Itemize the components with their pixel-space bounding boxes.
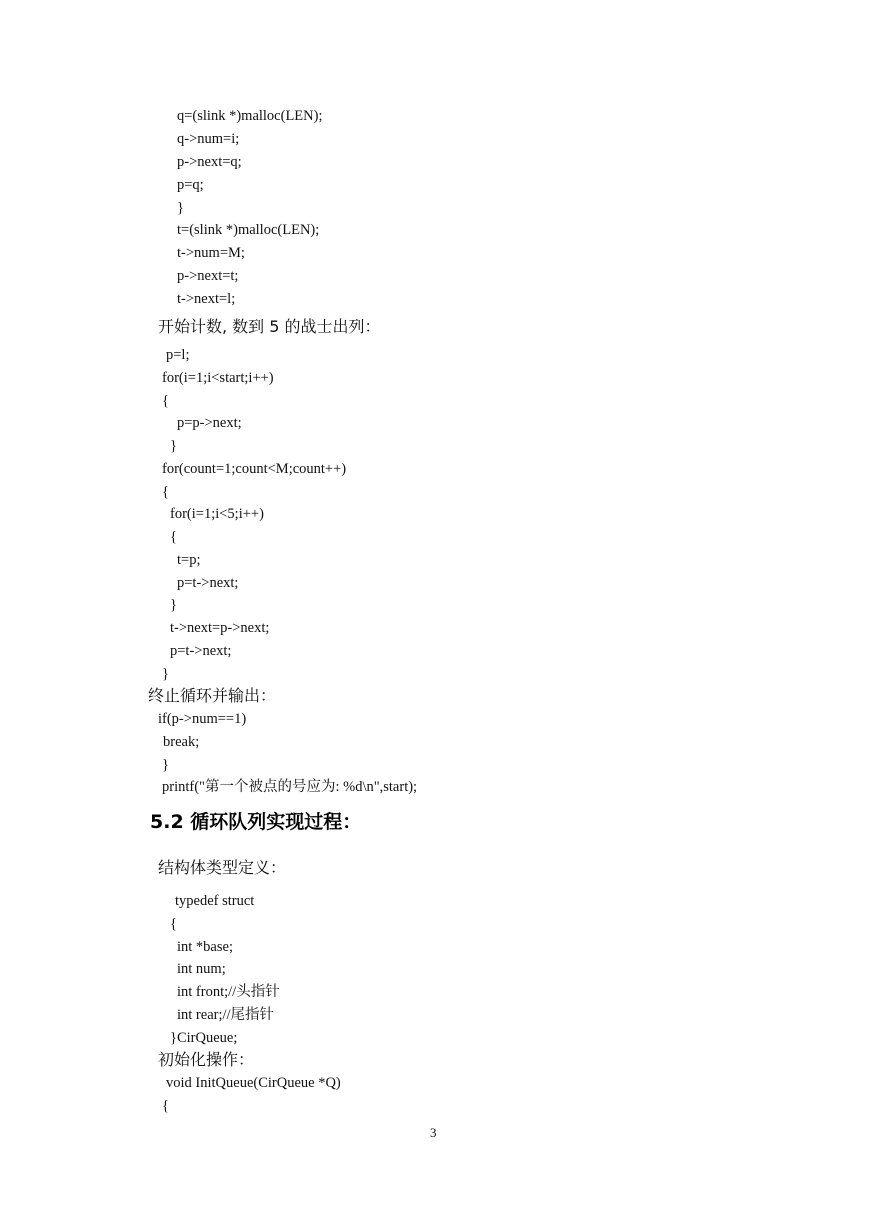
code-line: p=q; (177, 177, 204, 193)
code-line: p->next=q; (177, 154, 242, 170)
code-line: t->next=p->next; (170, 620, 270, 636)
code-line: break; (163, 734, 200, 750)
code-line: } (170, 438, 177, 454)
code-line: p=t->next; (170, 643, 232, 659)
code-line: int num; (177, 961, 226, 977)
code-line: printf("第一个被点的号应为: %d\n",start); (162, 779, 418, 795)
code-line: p=t->next; (177, 575, 239, 591)
code-line: { (170, 916, 177, 932)
page-number: 3 (430, 1125, 437, 1140)
code-line: } (162, 666, 169, 682)
section-label: 开始计数, 数到 5 的战士出列： (158, 317, 381, 336)
code-line: p=p->next; (177, 415, 242, 431)
code-line: p=l; (166, 347, 190, 363)
code-line: { (162, 393, 169, 409)
code-line: t->num=M; (177, 245, 245, 261)
section-heading: 5.2 循环队列实现过程： (150, 811, 362, 833)
code-line: int rear;//尾指针 (177, 1007, 275, 1023)
code-line: int front;//头指针 (177, 984, 280, 1000)
code-line: } (170, 597, 177, 613)
code-line: p->next=t; (177, 268, 239, 284)
code-line: } (162, 757, 169, 773)
code-line: t=(slink *)malloc(LEN); (177, 222, 320, 238)
code-line: if(p->num==1) (158, 711, 247, 727)
section-label: 结构体类型定义： (158, 858, 287, 877)
code-line: for(i=1;i<start;i++) (162, 370, 274, 386)
code-line: { (162, 484, 169, 500)
code-line: int *base; (177, 939, 233, 955)
section-label: 终止循环并输出： (148, 686, 277, 705)
code-line: t=p; (177, 552, 201, 568)
code-line: for(count=1;count<M;count++) (162, 461, 347, 477)
section-label: 初始化操作： (158, 1050, 255, 1069)
code-line: for(i=1;i<5;i++) (170, 506, 264, 522)
code-line: q=(slink *)malloc(LEN); (177, 108, 323, 124)
code-line: void InitQueue(CirQueue *Q) (166, 1075, 341, 1091)
code-line: t->next=l; (177, 291, 236, 307)
code-line: { (170, 529, 177, 545)
code-line: { (162, 1098, 169, 1114)
code-line: } (177, 200, 184, 216)
code-line: q->num=i; (177, 131, 240, 147)
code-line: typedef struct (175, 893, 255, 909)
code-line: }CirQueue; (170, 1030, 238, 1046)
